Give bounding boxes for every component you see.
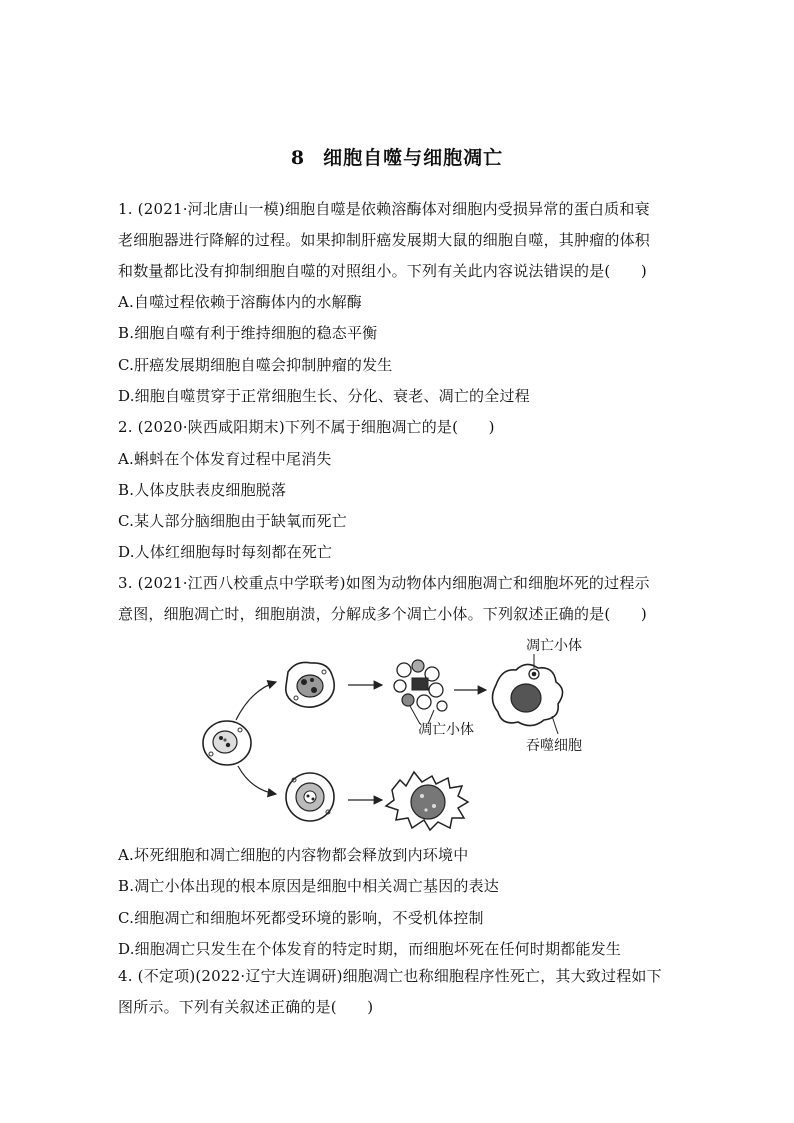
pointer-line-phagocyte [552,716,558,734]
q3-stem-line-2: 意图，细胞凋亡时，细胞崩溃，分解成多个凋亡小体。下列叙述正确的是( ) [118,605,647,623]
section-number: 8 [290,147,306,169]
q1-option-b: B.细胞自噬有利于维持细胞的稳态平衡 [118,324,378,342]
q3-option-d: D.细胞凋亡只发生在个体发育的特定时期，而细胞坏死在任何时期都能发生 [118,940,622,958]
necrotic-cell [386,772,468,830]
apoptotic-cell [286,662,334,707]
section-title: 细胞自噬与细胞凋亡 [323,147,504,169]
q2-option-d: D.人体红细胞每时每刻都在死亡 [118,543,333,561]
q1-option-d: D.细胞自噬贯穿于正常细胞生长、分化、衰老、凋亡的全过程 [118,387,530,405]
q4-stem-line-2: 图所示。下列有关叙述正确的是( ) [118,998,374,1016]
apoptotic-bodies-cluster [394,660,447,711]
apoptosis-necrosis-figure [196,630,636,835]
figure-svg [196,630,636,835]
label-phagocyte: 吞噬细胞 [526,738,582,754]
original-cell [203,721,251,765]
arrow-to-apoptotic-cell [236,682,276,720]
q3-stem-line-1: 3. (2021·江西八校重点中学联考)如图为动物体内细胞凋亡和细胞坏死的过程示 [118,574,650,592]
q3-option-a: A.坏死细胞和凋亡细胞的内容物都会释放到内环境中 [118,846,469,864]
q1-stem-line-2: 老细胞器进行降解的过程。如果抑制肝癌发展期大鼠的细胞自噬，其肿瘤的体积 [118,231,651,249]
q1-stem-line-3: 和数量都比没有抑制细胞自噬的对照组小。下列有关此内容说法错误的是( ) [118,262,647,280]
q3-option-c: C.细胞凋亡和细胞坏死都受环境的影响，不受机体控制 [118,909,484,927]
q2-option-b: B.人体皮肤表皮细胞脱落 [118,481,287,499]
q1-option-a: A.自噬过程依赖于溶酶体内的水解酶 [118,293,363,311]
page-title [0,143,794,170]
q3-option-b: B.凋亡小体出现的根本原因是细胞中相关凋亡基因的表达 [118,877,499,895]
q2-stem: 2. (2020·陕西咸阳期末)下列不属于细胞凋亡的是( ) [118,418,495,436]
label-apoptotic-body-top: 凋亡小体 [526,638,582,654]
q2-option-c: C.某人部分脑细胞由于缺氧而死亡 [118,512,347,530]
q2-option-a: A.蝌蚪在个体发育过程中尾消失 [118,450,332,468]
q1-stem-line-1: 1. (2021·河北唐山一模)细胞自噬是依赖溶酶体对细胞内受损异常的蛋白质和衰 [118,200,650,218]
q4-stem-line-1: 4. (不定项)(2022·辽宁大连调研)细胞凋亡也称细胞程序性死亡，其大致过程如下 [118,967,662,985]
swelling-cell [286,773,334,821]
arrow-to-swelling-cell [238,766,276,794]
q1-option-c: C.肝癌发展期细胞自噬会抑制肿瘤的发生 [118,356,393,374]
label-apoptotic-body-bottom: 凋亡小体 [418,722,474,738]
